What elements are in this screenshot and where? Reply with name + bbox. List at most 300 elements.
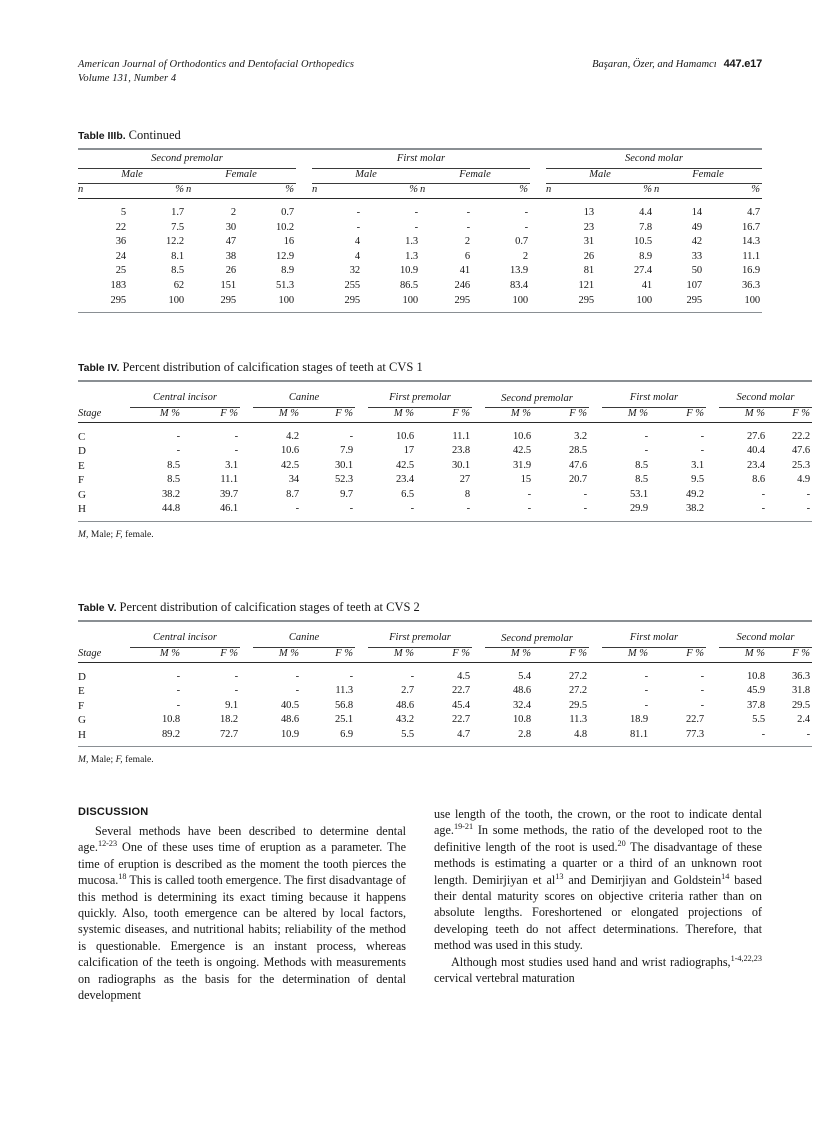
note-m-symbol: M, [78, 530, 89, 541]
cell: 4.5 [457, 670, 470, 682]
gap [355, 407, 368, 422]
volume-line: Volume 131, Number 4 [78, 72, 177, 84]
cell: - [176, 430, 180, 442]
cell: - [761, 488, 765, 500]
para-text: use length of the tooth, the crown, or the root to indicate dental age. [434, 807, 762, 838]
stage-cell: H [78, 503, 86, 516]
table-row [78, 684, 812, 699]
group-header-canine: Canine [253, 392, 355, 407]
gap [530, 294, 546, 313]
col-m-5: M % [627, 407, 648, 419]
cell: 86.5 [400, 279, 418, 291]
cell: - [583, 503, 587, 515]
gap [589, 392, 602, 407]
cell: 77.3 [686, 728, 704, 740]
cell: 27.2 [569, 685, 587, 697]
citation-ref: 1-4,22,23 [730, 953, 762, 963]
cell: 32 [349, 265, 360, 277]
cell: 48.6 [513, 685, 531, 697]
group-header-second-molar: Second molar [546, 153, 762, 168]
gap-6 [530, 184, 546, 199]
table-row [78, 473, 812, 488]
cell: 16.9 [742, 265, 760, 277]
gap-3 [296, 168, 312, 184]
table-3b-subgroup-header [78, 168, 762, 184]
cell: 41 [459, 265, 470, 277]
cell: 6.5 [401, 488, 414, 500]
table-3b-caption [78, 128, 762, 143]
cell: 4.7 [747, 207, 760, 218]
cell: 100 [744, 294, 760, 306]
cell: 24 [115, 250, 126, 262]
col-f-4: F % [569, 647, 587, 659]
cell: 36.3 [792, 670, 810, 682]
cell: 30.1 [335, 459, 353, 471]
table-row [78, 426, 812, 445]
cell: 45.9 [747, 685, 765, 697]
cell: 0.7 [281, 207, 294, 218]
cell: 41 [641, 279, 652, 291]
col-m-4: M % [510, 647, 531, 659]
cell: 2.7 [401, 685, 414, 697]
cell: - [356, 221, 360, 233]
cell: 26 [583, 250, 594, 262]
cell: 4.8 [574, 728, 587, 740]
col-n-1: n [78, 184, 84, 195]
para-text: The disadvantage of these methods is estimating a quarter or a third of an unknown root length. Demirjiyan et al [434, 839, 762, 887]
cell: 255 [344, 279, 360, 291]
para-text: This is called tooth emergence. The first disadvantage of this method is determining its exact timing because it happens quickly. Also, tooth emergence can be altered by local factors, systemic diseases, and nutritional habits; reliability of the method is questionable. Emergence is an instant process, whereas calcification of the teeth is ongoing. Methods with measurements on radiographs as the basis for the determination of dental development [78, 873, 406, 1003]
cell: 2.8 [518, 728, 531, 740]
col-pct-6: % [751, 184, 760, 195]
cell: 295 [578, 294, 594, 306]
cell: 4 [354, 250, 360, 262]
running-head-journal-block [78, 58, 354, 85]
cell: - [410, 670, 414, 682]
cell: - [356, 207, 360, 218]
cell: 50 [691, 265, 702, 277]
cell: 72.7 [220, 728, 238, 740]
cell: 295 [110, 294, 126, 306]
cell: 27.2 [569, 670, 587, 682]
col-pct-5: % [643, 184, 652, 195]
gap [530, 202, 546, 221]
subgroup-female-3: Female [654, 168, 762, 184]
cell: 4.4 [639, 207, 652, 218]
cell: 3.1 [691, 459, 704, 471]
table-5-grid [78, 620, 812, 750]
cell: 44.8 [162, 503, 180, 515]
discussion-right-column [434, 806, 762, 1003]
cell: 31.9 [513, 459, 531, 471]
cell: 295 [220, 294, 236, 306]
cell: 8.5 [171, 265, 184, 277]
col-f-5: F % [686, 647, 704, 659]
col-n-5: n [546, 184, 552, 195]
citation-ref: 19-21 [453, 822, 474, 832]
cell: 12.2 [166, 236, 184, 248]
citation-ref: 12-23 [97, 839, 118, 849]
cell: 49.2 [686, 488, 704, 500]
col-pct-1: % [175, 184, 184, 195]
col-m-2: M % [278, 647, 299, 659]
cell: 4.2 [286, 430, 299, 442]
cell: - [466, 503, 470, 515]
cell: 29.9 [630, 503, 648, 515]
table-5-column-header [78, 647, 812, 662]
table-3b-grid [78, 148, 762, 316]
col-m-2: M % [278, 407, 299, 419]
note-f-symbol: F, [115, 530, 123, 541]
col-f-1: F % [220, 647, 238, 659]
stage-cell: D [78, 445, 86, 458]
col-f-1: F % [220, 407, 238, 419]
discussion-heading: DISCUSSION [78, 806, 149, 818]
gap [240, 647, 253, 662]
para-text: Several methods have been described to determine dental age. [78, 824, 406, 855]
subgroup-female-2: Female [420, 168, 530, 184]
cell: - [176, 699, 180, 711]
cell: 48.6 [396, 699, 414, 711]
cell: 52.3 [335, 474, 353, 486]
table-3b-group-header [78, 153, 762, 168]
cell: 22.7 [452, 685, 470, 697]
col-m-6: M % [744, 647, 765, 659]
cell: - [295, 670, 299, 682]
stage-cell: F [78, 474, 85, 487]
cell: - [295, 503, 299, 515]
cell: 81.1 [630, 728, 648, 740]
table-3b-title: Continued [128, 128, 181, 142]
cell: 246 [454, 279, 470, 291]
cell: 9.1 [225, 699, 238, 711]
table-row [78, 728, 812, 747]
col-pct-4: % [519, 184, 528, 195]
cell: - [410, 503, 414, 515]
table-row [78, 250, 762, 265]
cell: 38.2 [686, 503, 704, 515]
table-5-number: Table V. [78, 602, 117, 614]
cell: 13.9 [510, 265, 528, 277]
subgroup-male-1: Male [78, 168, 186, 184]
table-4-spacer [78, 385, 812, 392]
cell: - [524, 221, 528, 233]
cell: 47.6 [569, 459, 587, 471]
cell: 14.3 [742, 236, 760, 248]
para-text: based their dental maturity scores on objective criteria rather than on absolute lengths. Foreshortened or elongated projections of developing teeth do not affect determinations. Therefore, that method was used in this study. [434, 872, 763, 953]
cell: 6.9 [340, 728, 353, 740]
stage-cell: D [78, 670, 86, 683]
cell: 23 [583, 221, 594, 233]
table-5-group-header [78, 632, 812, 647]
table-row [78, 202, 762, 221]
cell: 23.4 [396, 474, 414, 486]
cell: 1.7 [171, 207, 184, 218]
cell: 1.3 [405, 236, 418, 248]
gap [355, 632, 368, 647]
cell: 4 [354, 236, 360, 248]
cell: - [234, 670, 238, 682]
cell: 81 [583, 265, 594, 277]
col-pct-2: % [285, 184, 294, 195]
gap [589, 407, 602, 422]
cell: 8.5 [167, 474, 180, 486]
table-4-group-header [78, 392, 812, 407]
cell: 30 [225, 221, 236, 233]
cell: - [644, 670, 648, 682]
journal-title: American Journal of Orthodontics and Dentofacial Orthopedics [78, 59, 355, 70]
cell: 6 [464, 250, 470, 262]
citation-ref: 14 [721, 871, 730, 881]
gap [589, 632, 602, 647]
cell: 5 [120, 207, 126, 218]
cell: 3.2 [574, 430, 587, 442]
cell: 31.8 [792, 685, 810, 697]
cell: 8.1 [171, 250, 184, 262]
cell: 121 [578, 279, 594, 291]
cell: 16 [283, 236, 294, 248]
gap [296, 202, 312, 221]
discussion-paragraph-2 [434, 806, 762, 954]
cell: 11.1 [220, 474, 238, 486]
citation-ref: 18 [118, 872, 127, 882]
cell: 43.2 [396, 714, 414, 726]
note-m-text: Male; [88, 530, 116, 541]
cell: - [527, 503, 531, 515]
cell: 37.8 [747, 699, 765, 711]
subgroup-male-2: Male [312, 168, 420, 184]
gap-1 [296, 153, 312, 168]
cell: 295 [344, 294, 360, 306]
gap [472, 392, 485, 407]
col-f-6: F % [792, 407, 810, 419]
cell: 7.9 [340, 445, 353, 457]
table-row [78, 264, 762, 279]
table-row [78, 235, 762, 250]
cell: 38.2 [162, 488, 180, 500]
cell: - [761, 728, 765, 740]
cell: - [414, 221, 418, 233]
cell: 49 [691, 221, 702, 233]
running-head-authors-block [592, 58, 762, 72]
table-row [78, 444, 812, 459]
cell: 10.6 [281, 445, 299, 457]
col-n-4: n [420, 184, 426, 195]
cell: 10.5 [634, 236, 652, 248]
cell: - [806, 728, 810, 740]
col-f-3: F % [452, 407, 470, 419]
table-4-note [78, 530, 762, 540]
cell: 25 [115, 265, 126, 277]
cell: 22.7 [452, 714, 470, 726]
cell: - [176, 670, 180, 682]
cell: 29.5 [792, 699, 810, 711]
cell: 2 [522, 250, 528, 262]
cell: 27.4 [634, 265, 652, 277]
cell: 22.2 [792, 430, 810, 442]
cell: 100 [402, 294, 418, 306]
cell: 30.1 [452, 459, 470, 471]
cell: 18.2 [220, 714, 238, 726]
table-4-column-header [78, 407, 812, 422]
col-f-5: F % [686, 407, 704, 419]
cell: 42.5 [281, 459, 299, 471]
cell: 1.3 [405, 250, 418, 262]
cell: - [524, 207, 528, 218]
gap [706, 407, 719, 422]
col-stage: Stage [78, 407, 102, 419]
cell: 23.4 [747, 459, 765, 471]
para-text: cervical vertebral maturation [434, 971, 575, 986]
gap [240, 407, 253, 422]
cell: 36 [115, 236, 126, 248]
cell: 12.9 [276, 250, 294, 262]
col-m-1: M % [159, 407, 180, 419]
cell: 25.1 [335, 714, 353, 726]
table-4-grid [78, 380, 812, 525]
stage-cell: F [78, 699, 85, 712]
cell: 48.6 [281, 714, 299, 726]
gap [240, 632, 253, 647]
cell: 107 [686, 279, 702, 291]
stage-cell: H [78, 728, 86, 741]
stage-cell: C [78, 430, 86, 443]
stage-col-blank [78, 392, 130, 407]
cell: 8.5 [635, 474, 648, 486]
cell: 295 [686, 294, 702, 306]
note-f-text: female. [122, 530, 154, 541]
table-3b-column-header [78, 184, 762, 199]
col-m-4: M % [510, 407, 531, 419]
cell: 10.6 [396, 430, 414, 442]
cell: 295 [454, 294, 470, 306]
cell: 7.5 [171, 221, 184, 233]
table-4-caption [78, 360, 762, 375]
cell: - [583, 488, 587, 500]
cell: 33 [691, 250, 702, 262]
gap [296, 235, 312, 250]
cell: 20.7 [569, 474, 587, 486]
gap [355, 392, 368, 407]
cell: 5.4 [518, 670, 531, 682]
col-m-6: M % [744, 407, 765, 419]
cell: 89.2 [162, 728, 180, 740]
col-m-3: M % [393, 407, 414, 419]
cell: 2 [464, 236, 470, 248]
col-m-1: M % [159, 647, 180, 659]
subgroup-male-3: Male [546, 168, 654, 184]
col-m-3: M % [393, 647, 414, 659]
gap [589, 647, 602, 662]
gap [355, 647, 368, 662]
group-header-second-molar: Second molar [719, 632, 812, 647]
cell: - [234, 445, 238, 457]
table-5-spacer [78, 625, 812, 632]
table-row [78, 666, 812, 685]
group-header-first-premolar: First premolar [368, 392, 472, 407]
stage-cell: G [78, 488, 86, 501]
cell: - [527, 488, 531, 500]
table-row [78, 279, 762, 294]
note-f-text: female. [122, 755, 154, 766]
cell: 34 [288, 474, 299, 486]
cell: - [700, 670, 704, 682]
cell: 51.3 [276, 279, 294, 291]
col-f-2: F % [335, 407, 353, 419]
cell: 22.7 [686, 714, 704, 726]
cell: 14 [691, 207, 702, 218]
cell: 10.8 [162, 714, 180, 726]
cell: - [761, 503, 765, 515]
citation-ref: 13 [555, 871, 564, 881]
cell: 10.9 [281, 728, 299, 740]
cell: 8.9 [281, 265, 294, 277]
cell: 100 [636, 294, 652, 306]
cell: - [349, 503, 353, 515]
gap-4 [530, 168, 546, 184]
cell: 9.7 [340, 488, 353, 500]
cell: 8.7 [286, 488, 299, 500]
cell: 100 [512, 294, 528, 306]
group-header-second-molar: Second molar [719, 392, 812, 407]
col-stage: Stage [78, 647, 102, 659]
table-row [78, 488, 812, 503]
gap [706, 392, 719, 407]
cell: - [644, 430, 648, 442]
cell: - [806, 503, 810, 515]
para-text: and Demirjiyan and Goldstein [563, 872, 722, 887]
cell: 62 [173, 279, 184, 291]
table-row [78, 699, 812, 714]
gap [472, 647, 485, 662]
table-5 [78, 600, 810, 766]
discussion-paragraph-3 [434, 954, 762, 987]
cell: 4.9 [797, 474, 810, 486]
cell: 28.5 [569, 445, 587, 457]
col-f-2: F % [335, 647, 353, 659]
cell: 36.3 [742, 279, 760, 291]
group-header-central-incisor: Central incisor [130, 392, 240, 407]
table-3b-number: Table IIIb. [78, 130, 126, 142]
gap [530, 264, 546, 279]
cell: 39.7 [220, 488, 238, 500]
cell: 46.1 [220, 503, 238, 515]
cell: 31 [583, 236, 594, 248]
cell: - [176, 685, 180, 697]
group-header-canine: Canine [253, 632, 355, 647]
cell: 25.3 [792, 459, 810, 471]
table-row [78, 221, 762, 236]
discussion-left-column [78, 806, 406, 1003]
cell: 3.1 [225, 459, 238, 471]
table-3b-bottom-rule [78, 313, 762, 317]
table-row [78, 713, 812, 728]
cell: 53.1 [630, 488, 648, 500]
col-f-4: F % [569, 407, 587, 419]
col-m-5: M % [627, 647, 648, 659]
note-m-symbol: M, [78, 755, 89, 766]
cell: - [700, 699, 704, 711]
cell: - [466, 221, 470, 233]
running-head [78, 58, 762, 85]
cell: 8 [464, 488, 470, 500]
cell: 8.6 [752, 474, 765, 486]
cell: 42.5 [513, 445, 531, 457]
cell: - [349, 430, 353, 442]
cell: 100 [278, 294, 294, 306]
cell: 4.7 [457, 728, 470, 740]
table-3b [78, 128, 762, 316]
